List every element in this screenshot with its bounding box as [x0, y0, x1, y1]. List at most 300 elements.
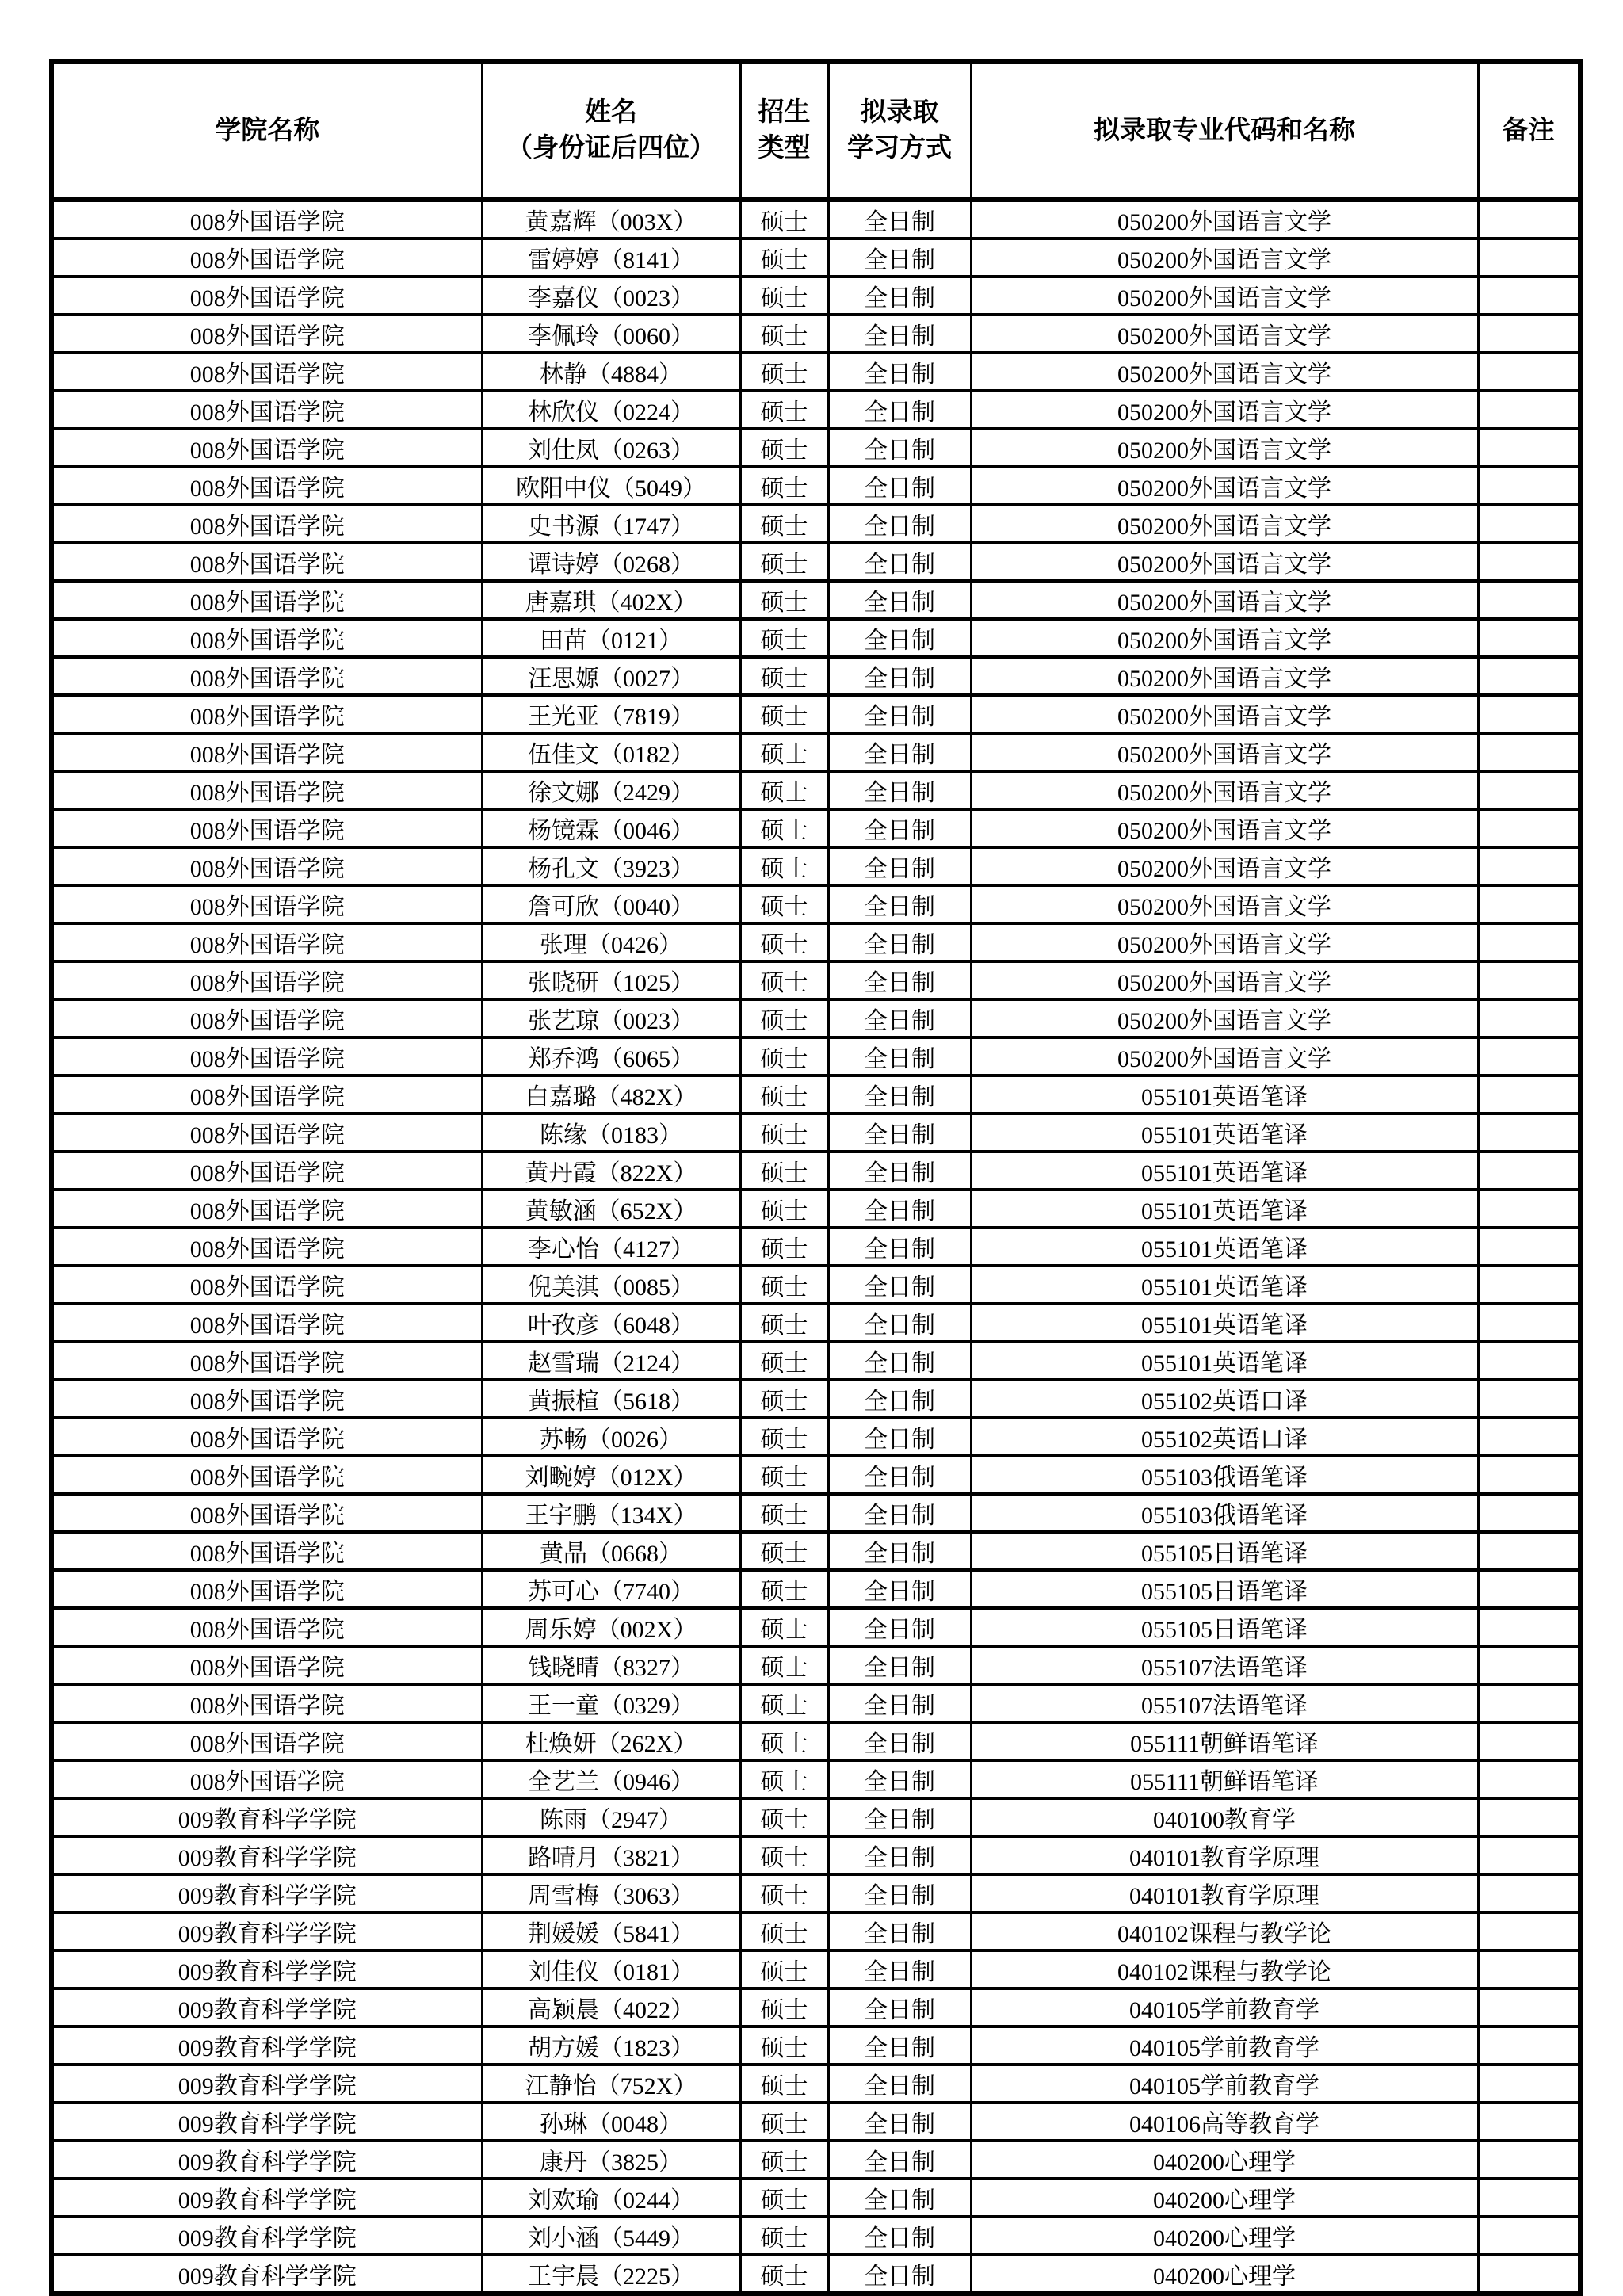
cell-mode: 全日制	[828, 771, 971, 809]
cell-college: 009教育科学学院	[52, 2179, 482, 2217]
cell-type: 硕士	[740, 1836, 828, 1874]
cell-major: 050200外国语言文学	[971, 277, 1478, 315]
cell-major: 055111朝鲜语笔译	[971, 1760, 1478, 1798]
cell-major: 055105日语笔译	[971, 1608, 1478, 1646]
cell-type: 硕士	[740, 809, 828, 847]
table-row	[52, 1075, 1580, 1114]
cell-major: 050200外国语言文学	[971, 353, 1478, 391]
cell-type: 硕士	[740, 1494, 828, 1532]
cell-major: 055101英语笔译	[971, 1266, 1478, 1304]
cell-college: 008外国语学院	[52, 1380, 482, 1418]
cell-type: 硕士	[740, 315, 828, 353]
column-header-line: 招生	[758, 98, 811, 128]
cell-college: 008外国语学院	[52, 1037, 482, 1075]
admission-list-sheet	[49, 59, 1583, 2296]
cell-remark	[1478, 1152, 1580, 1190]
cell-type: 硕士	[740, 353, 828, 391]
cell-name: 苏可心（7740）	[482, 1570, 740, 1608]
cell-name: 刘小涵（5449）	[482, 2217, 740, 2255]
cell-mode: 全日制	[828, 1760, 971, 1798]
table-row	[52, 2255, 1580, 2294]
cell-name: 黄晶（0668）	[482, 1532, 740, 1570]
cell-type: 硕士	[740, 1798, 828, 1836]
cell-type: 硕士	[740, 1532, 828, 1570]
cell-college: 008外国语学院	[52, 1684, 482, 1722]
cell-type: 硕士	[740, 1152, 828, 1190]
cell-mode: 全日制	[828, 581, 971, 619]
cell-type: 硕士	[740, 467, 828, 505]
cell-mode: 全日制	[828, 961, 971, 999]
cell-college: 008外国语学院	[52, 1152, 482, 1190]
cell-mode: 全日制	[828, 2179, 971, 2217]
cell-type: 硕士	[740, 1190, 828, 1228]
cell-remark	[1478, 1114, 1580, 1152]
cell-major: 050200外国语言文学	[971, 771, 1478, 809]
cell-major: 055111朝鲜语笔译	[971, 1722, 1478, 1760]
cell-remark	[1478, 809, 1580, 847]
cell-remark	[1478, 239, 1580, 277]
cell-major: 050200外国语言文学	[971, 543, 1478, 581]
table-row	[52, 429, 1580, 467]
table-row	[52, 2217, 1580, 2255]
cell-name: 荆媛媛（5841）	[482, 1912, 740, 1950]
cell-remark	[1478, 847, 1580, 885]
cell-college: 008外国语学院	[52, 809, 482, 847]
table-row	[52, 315, 1580, 353]
cell-type: 硕士	[740, 1037, 828, 1075]
cell-mode: 全日制	[828, 2103, 971, 2141]
cell-major: 040200心理学	[971, 2255, 1478, 2294]
cell-major: 050200外国语言文学	[971, 239, 1478, 277]
column-header-line: 拟录取专业代码和名称	[1094, 116, 1355, 145]
cell-major: 050200外国语言文学	[971, 429, 1478, 467]
cell-remark	[1478, 1950, 1580, 1988]
column-header-name	[482, 62, 740, 200]
cell-mode: 全日制	[828, 1570, 971, 1608]
cell-type: 硕士	[740, 1608, 828, 1646]
cell-mode: 全日制	[828, 1836, 971, 1874]
cell-type: 硕士	[740, 923, 828, 961]
cell-remark	[1478, 1722, 1580, 1760]
cell-college: 008外国语学院	[52, 1114, 482, 1152]
cell-type: 硕士	[740, 2217, 828, 2255]
cell-mode: 全日制	[828, 239, 971, 277]
cell-college: 009教育科学学院	[52, 1798, 482, 1836]
cell-mode: 全日制	[828, 467, 971, 505]
cell-type: 硕士	[740, 733, 828, 771]
cell-remark	[1478, 771, 1580, 809]
cell-mode: 全日制	[828, 923, 971, 961]
table-row	[52, 961, 1580, 999]
cell-remark	[1478, 1684, 1580, 1722]
table-row	[52, 391, 1580, 429]
table-row	[52, 885, 1580, 923]
table-row	[52, 1646, 1580, 1684]
column-header-line: 类型	[758, 134, 811, 162]
table-row	[52, 1722, 1580, 1760]
cell-mode: 全日制	[828, 200, 971, 239]
cell-mode: 全日制	[828, 2027, 971, 2065]
cell-name: 刘佳仪（0181）	[482, 1950, 740, 1988]
cell-name: 王宇晨（2225）	[482, 2255, 740, 2294]
cell-remark	[1478, 429, 1580, 467]
table-row	[52, 847, 1580, 885]
cell-type: 硕士	[740, 1380, 828, 1418]
cell-major: 055101英语笔译	[971, 1304, 1478, 1342]
cell-name: 杨镜霖（0046）	[482, 809, 740, 847]
table-row	[52, 1950, 1580, 1988]
cell-major: 055105日语笔译	[971, 1570, 1478, 1608]
cell-major: 055101英语笔译	[971, 1075, 1478, 1114]
cell-name: 黄嘉辉（003X）	[482, 200, 740, 239]
cell-major: 050200外国语言文学	[971, 809, 1478, 847]
cell-name: 赵雪瑞（2124）	[482, 1342, 740, 1380]
cell-type: 硕士	[740, 581, 828, 619]
cell-major: 050200外国语言文学	[971, 999, 1478, 1037]
column-header-line: 拟录取	[860, 98, 939, 128]
cell-name: 李心怡（4127）	[482, 1228, 740, 1266]
cell-remark	[1478, 1075, 1580, 1114]
cell-mode: 全日制	[828, 1798, 971, 1836]
table-row	[52, 1684, 1580, 1722]
cell-mode: 全日制	[828, 999, 971, 1037]
cell-college: 008外国语学院	[52, 239, 482, 277]
cell-major: 055101英语笔译	[971, 1152, 1478, 1190]
cell-college: 008外国语学院	[52, 505, 482, 543]
cell-major: 050200外国语言文学	[971, 581, 1478, 619]
cell-college: 008外国语学院	[52, 200, 482, 239]
column-header-line: （身份证后四位）	[506, 134, 716, 162]
cell-mode: 全日制	[828, 1342, 971, 1380]
cell-remark	[1478, 543, 1580, 581]
cell-type: 硕士	[740, 1874, 828, 1912]
cell-college: 008外国语学院	[52, 1646, 482, 1684]
cell-type: 硕士	[740, 1418, 828, 1456]
cell-name: 徐文娜（2429）	[482, 771, 740, 809]
cell-remark	[1478, 467, 1580, 505]
cell-type: 硕士	[740, 1646, 828, 1684]
cell-major: 055105日语笔译	[971, 1532, 1478, 1570]
cell-name: 钱晓晴（8327）	[482, 1646, 740, 1684]
cell-college: 008外国语学院	[52, 999, 482, 1037]
cell-major: 055103俄语笔译	[971, 1456, 1478, 1494]
cell-college: 009教育科学学院	[52, 2027, 482, 2065]
cell-mode: 全日制	[828, 2141, 971, 2179]
cell-mode: 全日制	[828, 1494, 971, 1532]
column-header-line: 学院名称	[215, 116, 320, 145]
cell-college: 008外国语学院	[52, 657, 482, 695]
cell-mode: 全日制	[828, 1950, 971, 1988]
cell-type: 硕士	[740, 1266, 828, 1304]
table-row	[52, 1912, 1580, 1950]
cell-type: 硕士	[740, 847, 828, 885]
cell-major: 040101教育学原理	[971, 1874, 1478, 1912]
cell-mode: 全日制	[828, 2065, 971, 2103]
table-row	[52, 733, 1580, 771]
cell-remark	[1478, 505, 1580, 543]
cell-mode: 全日制	[828, 1114, 971, 1152]
cell-college: 009教育科学学院	[52, 2217, 482, 2255]
cell-mode: 全日制	[828, 809, 971, 847]
cell-major: 040100教育学	[971, 1798, 1478, 1836]
cell-name: 陈缘（0183）	[482, 1114, 740, 1152]
table-row	[52, 771, 1580, 809]
cell-remark	[1478, 1836, 1580, 1874]
cell-remark	[1478, 315, 1580, 353]
table-row	[52, 657, 1580, 695]
cell-mode: 全日制	[828, 657, 971, 695]
cell-remark	[1478, 1418, 1580, 1456]
cell-remark	[1478, 619, 1580, 657]
cell-college: 008外国语学院	[52, 1266, 482, 1304]
cell-college: 008外国语学院	[52, 1342, 482, 1380]
cell-type: 硕士	[740, 391, 828, 429]
cell-college: 008外国语学院	[52, 1570, 482, 1608]
cell-college: 009教育科学学院	[52, 2255, 482, 2294]
header-row	[52, 62, 1580, 200]
table-row	[52, 1532, 1580, 1570]
table-row	[52, 1988, 1580, 2027]
cell-mode: 全日制	[828, 2217, 971, 2255]
cell-name: 江静怡（752X）	[482, 2065, 740, 2103]
cell-remark	[1478, 1798, 1580, 1836]
cell-type: 硕士	[740, 1114, 828, 1152]
cell-college: 008外国语学院	[52, 885, 482, 923]
cell-mode: 全日制	[828, 391, 971, 429]
cell-mode: 全日制	[828, 1684, 971, 1722]
cell-type: 硕士	[740, 543, 828, 581]
cell-college: 008外国语学院	[52, 277, 482, 315]
cell-remark	[1478, 2065, 1580, 2103]
cell-name: 杜焕妍（262X）	[482, 1722, 740, 1760]
cell-mode: 全日制	[828, 847, 971, 885]
cell-major: 050200外国语言文学	[971, 923, 1478, 961]
cell-remark	[1478, 1266, 1580, 1304]
table-row	[52, 923, 1580, 961]
cell-remark	[1478, 695, 1580, 733]
table-header	[52, 62, 1580, 200]
cell-mode: 全日制	[828, 1988, 971, 2027]
cell-name: 唐嘉琪（402X）	[482, 581, 740, 619]
table-body	[52, 200, 1580, 2294]
table-row	[52, 1342, 1580, 1380]
cell-college: 008外国语学院	[52, 1722, 482, 1760]
cell-major: 050200外国语言文学	[971, 315, 1478, 353]
cell-remark	[1478, 961, 1580, 999]
cell-name: 郑乔鸿（6065）	[482, 1037, 740, 1075]
cell-major: 040102课程与教学论	[971, 1950, 1478, 1988]
column-header-line: 学习方式	[847, 134, 952, 162]
table-row	[52, 1418, 1580, 1456]
cell-college: 008外国语学院	[52, 695, 482, 733]
cell-college: 008外国语学院	[52, 1228, 482, 1266]
cell-name: 雷婷婷（8141）	[482, 239, 740, 277]
cell-college: 009教育科学学院	[52, 1874, 482, 1912]
cell-name: 黄敏涵（652X）	[482, 1190, 740, 1228]
cell-name: 伍佳文（0182）	[482, 733, 740, 771]
cell-remark	[1478, 1988, 1580, 2027]
cell-name: 王光亚（7819）	[482, 695, 740, 733]
cell-major: 055101英语笔译	[971, 1342, 1478, 1380]
cell-type: 硕士	[740, 885, 828, 923]
cell-name: 刘畹婷（012X）	[482, 1456, 740, 1494]
table-row	[52, 999, 1580, 1037]
cell-mode: 全日制	[828, 1418, 971, 1456]
cell-name: 欧阳中仪（5049）	[482, 467, 740, 505]
cell-name: 孙琳（0048）	[482, 2103, 740, 2141]
cell-college: 008外国语学院	[52, 1418, 482, 1456]
cell-remark	[1478, 2179, 1580, 2217]
cell-college: 009教育科学学院	[52, 2065, 482, 2103]
cell-name: 黄丹霞（822X）	[482, 1152, 740, 1190]
cell-remark	[1478, 2027, 1580, 2065]
column-header-line: 备注	[1502, 116, 1555, 145]
cell-type: 硕士	[740, 1075, 828, 1114]
cell-type: 硕士	[740, 1950, 828, 1988]
cell-remark	[1478, 353, 1580, 391]
cell-college: 009教育科学学院	[52, 2103, 482, 2141]
cell-major: 040105学前教育学	[971, 2027, 1478, 2065]
table-row	[52, 1456, 1580, 1494]
cell-major: 040101教育学原理	[971, 1836, 1478, 1874]
cell-mode: 全日制	[828, 1228, 971, 1266]
table-row	[52, 619, 1580, 657]
cell-remark	[1478, 1037, 1580, 1075]
cell-mode: 全日制	[828, 429, 971, 467]
cell-name: 詹可欣（0040）	[482, 885, 740, 923]
table-row	[52, 2103, 1580, 2141]
cell-remark	[1478, 1190, 1580, 1228]
cell-major: 050200外国语言文学	[971, 391, 1478, 429]
cell-remark	[1478, 1380, 1580, 1418]
cell-major: 040200心理学	[971, 2217, 1478, 2255]
cell-major: 040200心理学	[971, 2179, 1478, 2217]
cell-remark	[1478, 923, 1580, 961]
cell-remark	[1478, 1912, 1580, 1950]
cell-college: 008外国语学院	[52, 961, 482, 999]
cell-type: 硕士	[740, 619, 828, 657]
cell-type: 硕士	[740, 695, 828, 733]
table-row	[52, 505, 1580, 543]
cell-remark	[1478, 581, 1580, 619]
column-header-remark	[1478, 62, 1580, 200]
cell-type: 硕士	[740, 277, 828, 315]
cell-remark	[1478, 1456, 1580, 1494]
cell-name: 叶孜彦（6048）	[482, 1304, 740, 1342]
cell-name: 谭诗婷（0268）	[482, 543, 740, 581]
cell-college: 008外国语学院	[52, 429, 482, 467]
cell-remark	[1478, 1228, 1580, 1266]
cell-mode: 全日制	[828, 619, 971, 657]
cell-remark	[1478, 1646, 1580, 1684]
cell-remark	[1478, 277, 1580, 315]
cell-college: 008外国语学院	[52, 619, 482, 657]
table-row	[52, 1798, 1580, 1836]
cell-type: 硕士	[740, 2141, 828, 2179]
cell-type: 硕士	[740, 1456, 828, 1494]
table-row	[52, 2065, 1580, 2103]
cell-type: 硕士	[740, 1988, 828, 2027]
table-row	[52, 1608, 1580, 1646]
cell-name: 康丹（3825）	[482, 2141, 740, 2179]
cell-type: 硕士	[740, 505, 828, 543]
cell-major: 055101英语笔译	[971, 1114, 1478, 1152]
table-row	[52, 1304, 1580, 1342]
cell-mode: 全日制	[828, 1456, 971, 1494]
column-header-type	[740, 62, 828, 200]
cell-mode: 全日制	[828, 1152, 971, 1190]
cell-college: 008外国语学院	[52, 1304, 482, 1342]
cell-remark	[1478, 1342, 1580, 1380]
cell-mode: 全日制	[828, 1190, 971, 1228]
cell-mode: 全日制	[828, 1037, 971, 1075]
cell-type: 硕士	[740, 1304, 828, 1342]
cell-major: 040102课程与教学论	[971, 1912, 1478, 1950]
table-row	[52, 1570, 1580, 1608]
cell-type: 硕士	[740, 657, 828, 695]
cell-mode: 全日制	[828, 885, 971, 923]
cell-name: 史书源（1747）	[482, 505, 740, 543]
cell-remark	[1478, 1608, 1580, 1646]
cell-type: 硕士	[740, 2255, 828, 2294]
cell-name: 周雪梅（3063）	[482, 1874, 740, 1912]
table-row	[52, 353, 1580, 391]
cell-name: 张晓研（1025）	[482, 961, 740, 999]
cell-major: 055107法语笔译	[971, 1684, 1478, 1722]
cell-major: 050200外国语言文学	[971, 733, 1478, 771]
cell-remark	[1478, 2255, 1580, 2294]
cell-name: 张理（0426）	[482, 923, 740, 961]
cell-mode: 全日制	[828, 277, 971, 315]
table-row	[52, 1836, 1580, 1874]
cell-name: 林欣仪（0224）	[482, 391, 740, 429]
cell-name: 李佩玲（0060）	[482, 315, 740, 353]
cell-type: 硕士	[740, 1684, 828, 1722]
cell-type: 硕士	[740, 961, 828, 999]
cell-remark	[1478, 1494, 1580, 1532]
cell-name: 胡方媛（1823）	[482, 2027, 740, 2065]
cell-major: 050200外国语言文学	[971, 847, 1478, 885]
cell-college: 008外国语学院	[52, 1075, 482, 1114]
cell-name: 田苗（0121）	[482, 619, 740, 657]
cell-college: 008外国语学院	[52, 1532, 482, 1570]
cell-major: 040106高等教育学	[971, 2103, 1478, 2141]
column-header-mode	[828, 62, 971, 200]
cell-mode: 全日制	[828, 1912, 971, 1950]
cell-college: 008外国语学院	[52, 1760, 482, 1798]
cell-name: 王一童（0329）	[482, 1684, 740, 1722]
cell-remark	[1478, 1304, 1580, 1342]
cell-name: 王宇鹏（134X）	[482, 1494, 740, 1532]
cell-type: 硕士	[740, 1570, 828, 1608]
table-row	[52, 467, 1580, 505]
column-header-line: 姓名	[585, 98, 637, 128]
cell-name: 高颖晨（4022）	[482, 1988, 740, 2027]
table-row	[52, 1037, 1580, 1075]
cell-type: 硕士	[740, 429, 828, 467]
cell-name: 白嘉璐（482X）	[482, 1075, 740, 1114]
cell-major: 055107法语笔译	[971, 1646, 1478, 1684]
cell-major: 050200外国语言文学	[971, 1037, 1478, 1075]
cell-college: 008外国语学院	[52, 1190, 482, 1228]
cell-major: 050200外国语言文学	[971, 657, 1478, 695]
table-row	[52, 1874, 1580, 1912]
cell-major: 055101英语笔译	[971, 1190, 1478, 1228]
cell-type: 硕士	[740, 1342, 828, 1380]
cell-major: 050200外国语言文学	[971, 200, 1478, 239]
admission-table	[49, 59, 1583, 2296]
cell-remark	[1478, 1874, 1580, 1912]
